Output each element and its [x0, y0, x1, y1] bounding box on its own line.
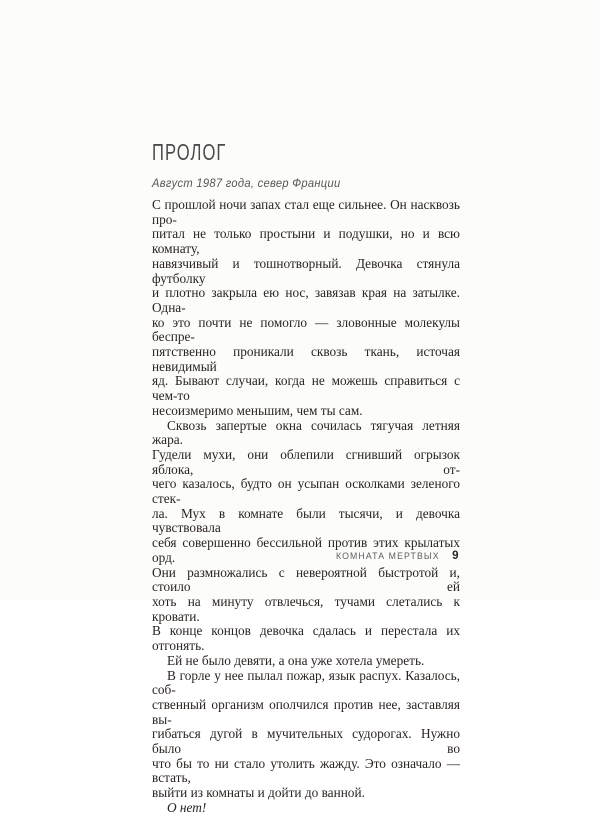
text-line: ко это почти не помогло — зловонные молекулы беспре- — [152, 314, 460, 345]
text-line: хоть на минуту отвлечься, тучами слетались к кровати. — [152, 593, 460, 624]
text-line: яд. Бывают случаи, когда не можешь справиться с чем-то — [152, 373, 460, 404]
text-line: что бы то ни стало утолить жажду. Это означало — встать, — [152, 755, 460, 786]
text-line: О нет! — [167, 799, 207, 815]
body-text — [152, 198, 460, 816]
text-block — [152, 141, 460, 816]
text-line: Ей не было девяти, а она уже хотела умереть. — [167, 652, 425, 668]
text-line: Сквозь запертые окна сочилась тягучая летняя жара. — [152, 417, 460, 448]
text-line: Гудели мухи, они облепили сгнивший огрызок яблока, от- — [152, 446, 460, 477]
text-line: Они размножались с невероятной быстротой и, стоило ей — [152, 564, 460, 595]
running-title: КОМНАТА МЕРТВЫХ — [336, 551, 441, 562]
text-line: С прошлой ночи запах стал еще сильнее. Он насквозь про- — [152, 197, 460, 227]
page-number: 9 — [452, 550, 459, 562]
text-line: В конце концов девочка сдалась и перестала их отгонять. — [152, 623, 460, 654]
text-line: ственный организм ополчился против нее, заставляя вы- — [152, 696, 460, 727]
text-line: В горле у нее пылал пожар, язык распух. Казалось, соб- — [152, 667, 460, 698]
page-footer — [327, 550, 459, 562]
text-line: несоизмеримо меньшим, чем ты сам. — [152, 402, 363, 418]
text-line: себя совершенно бессильной против этих крылатых орд. — [152, 535, 460, 565]
text-line: ла. Мух в комнате были тысячи, и девочка чувствовала — [152, 505, 460, 536]
text-line: и плотно закрыла ею нос, завязав края на затылке. Одна- — [152, 285, 460, 315]
text-line: пятственно проникали сквозь ткань, источая невидимый — [152, 344, 460, 374]
text-line: выйти из комнаты и дойти до ванной. — [152, 785, 365, 801]
text-line: гибаться дугой в мучительных судорогах. Нужно было во — [152, 726, 460, 757]
text-line: чего казалось, будто он усыпан осколками зеленого стек- — [152, 476, 460, 507]
text-line: навязчивый и тошнотворный. Девочка стянула футболку — [152, 255, 460, 286]
text-line: питал не только простыни и подушки, но и всю комнату, — [152, 226, 460, 257]
chapter-title: ПРОЛОГ — [152, 139, 227, 165]
chapter-subtitle: Август 1987 года, север Франции — [152, 178, 341, 190]
